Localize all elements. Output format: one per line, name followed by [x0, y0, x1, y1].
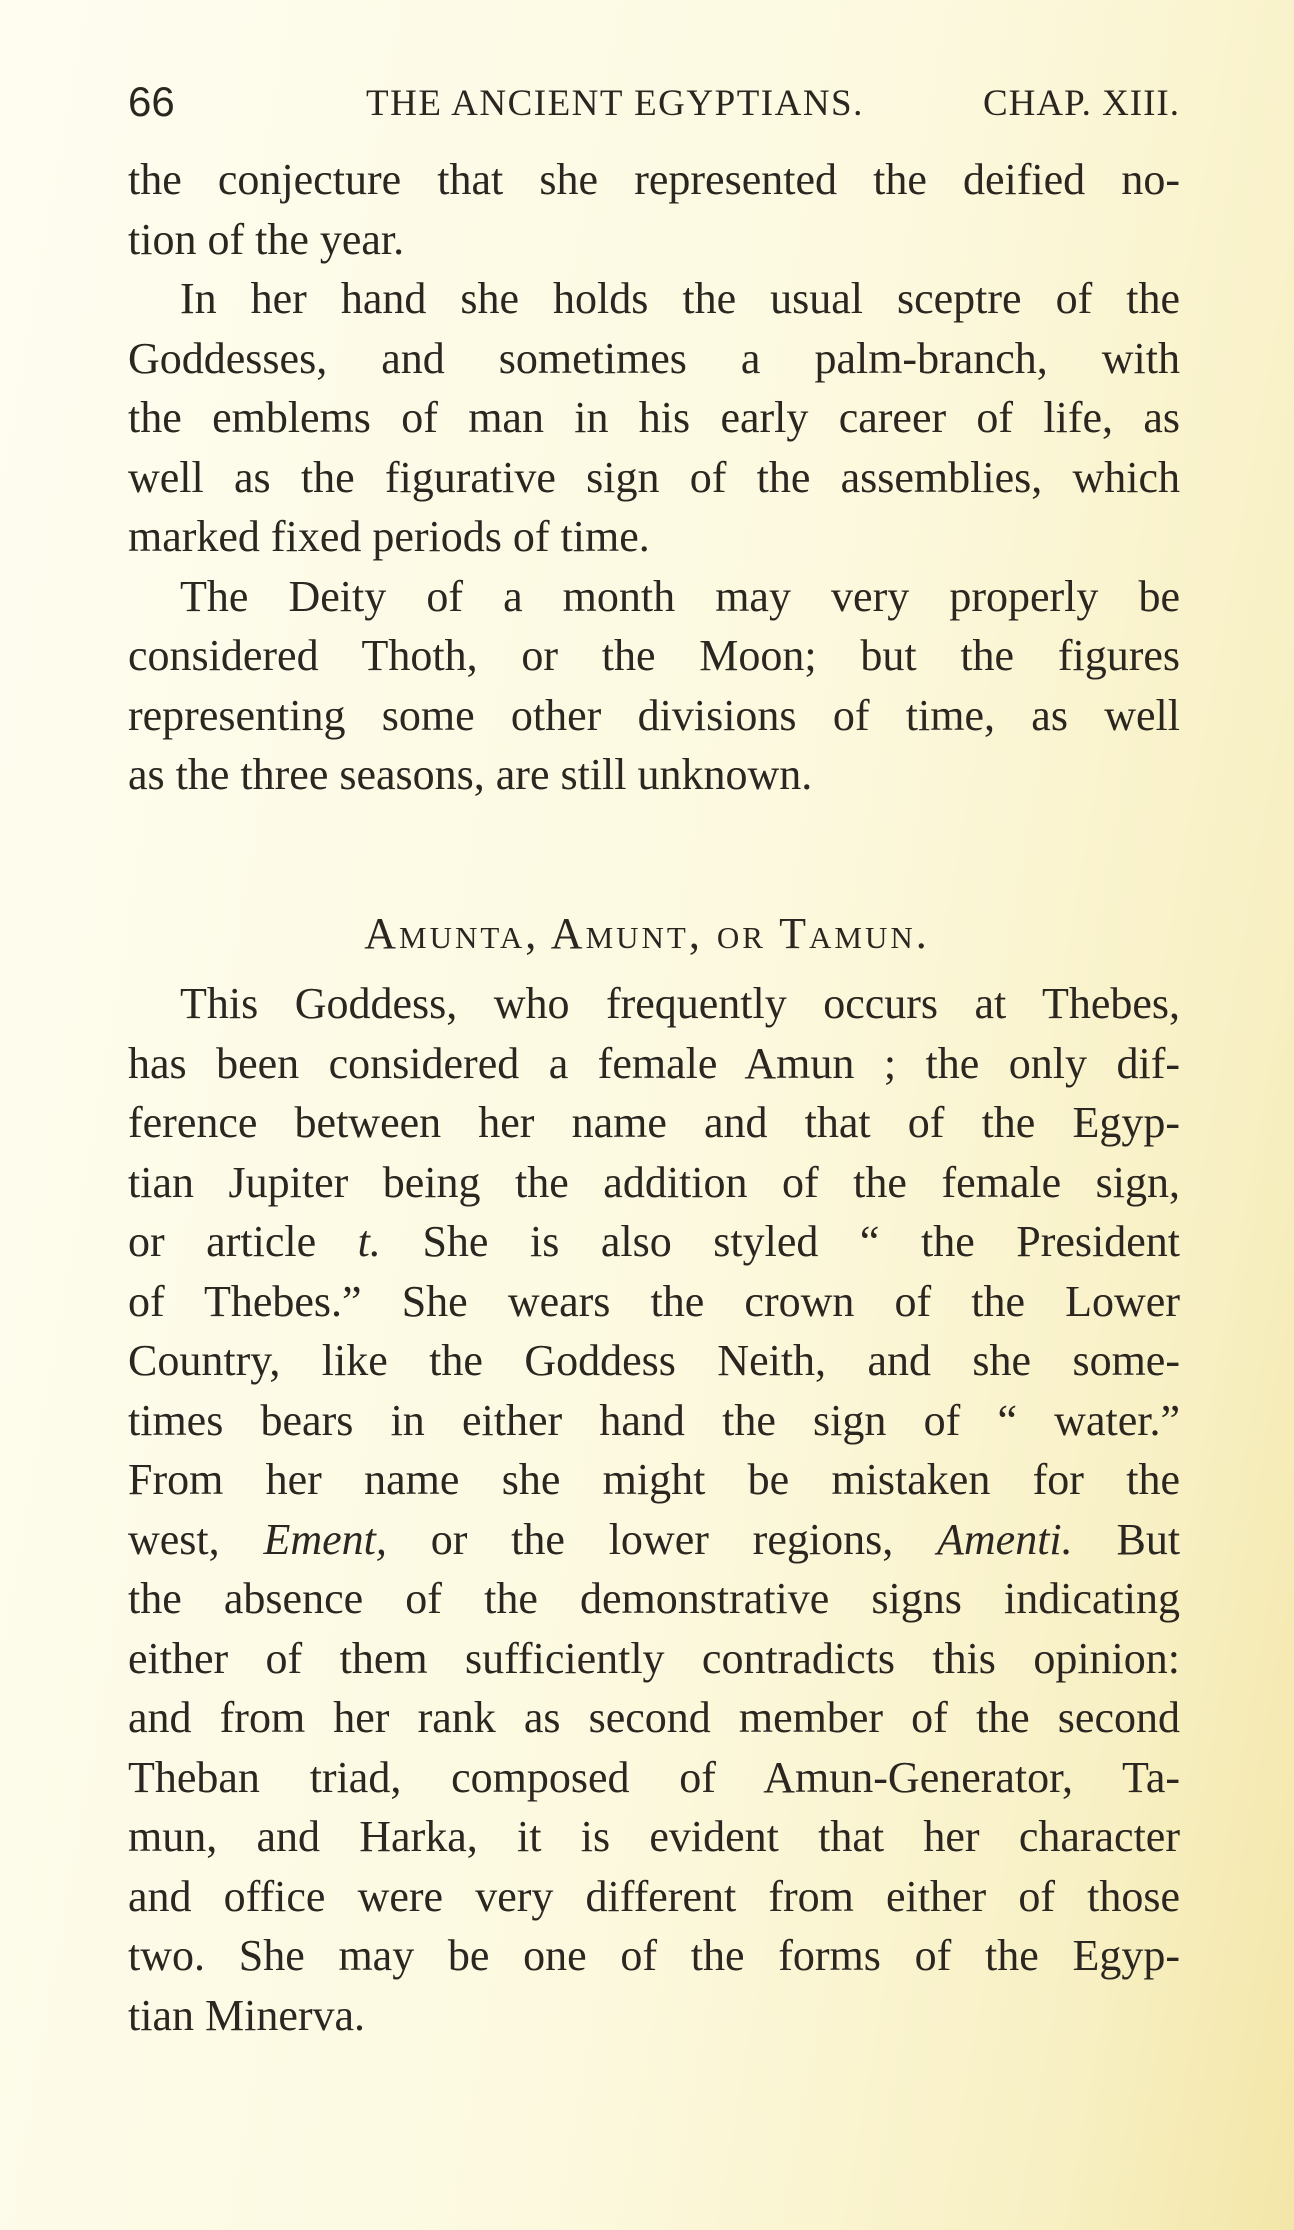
text-fragment: west, — [128, 1514, 220, 1564]
text-line: representing some other divisions of time, as well — [128, 690, 1180, 740]
paragraph-block-continuation — [128, 150, 1180, 805]
text-line: Country, like the Goddess Neith, and she some- — [128, 1336, 1180, 1385]
text-line: well as the figurative sign of the assemblies, which — [128, 452, 1180, 502]
italic-article-letter: t. — [357, 1217, 381, 1266]
text-line: tion of the year. — [128, 214, 405, 264]
text-line: tian Jupiter being the addition of the female sign, — [128, 1157, 1180, 1207]
running-head — [128, 78, 1180, 128]
italic-word-amenti: Amenti. — [937, 1514, 1073, 1564]
text-line: mun, and Harka, it is evident that her character — [128, 1812, 1180, 1861]
text-fragment: She is also styled “ the President — [422, 1217, 1181, 1266]
text-fragment: or article — [128, 1217, 317, 1266]
book-title: THE ANCIENT EGYPTIANS. — [366, 83, 864, 124]
text-line: as the three seasons, are still unknown. — [128, 750, 813, 799]
text-line: either of them sufficiently contradicts this opinion: — [128, 1633, 1180, 1683]
text-line: times bears in either hand the sign of “ water.” — [128, 1395, 1180, 1445]
text-line: the absence of the demonstrative signs indicating — [128, 1574, 1180, 1623]
text-line: From her name she might be mistaken for the — [128, 1455, 1180, 1504]
text-line: This Goddess, who frequently occurs at Thebes, — [180, 979, 1180, 1028]
text-line: ference between her name and that of the Egyp- — [128, 1098, 1180, 1147]
text-line: tian Minerva. — [128, 1990, 366, 2040]
chapter-label: CHAP. XIII. — [982, 83, 1180, 124]
text-line: and from her rank as second member of the second — [128, 1693, 1180, 1742]
text-line: has been considered a female Amun ; the only dif- — [128, 1038, 1180, 1088]
page-number: 66 — [128, 78, 175, 125]
text-line: and office were very different from either of those — [128, 1871, 1180, 1921]
text-line: the conjecture that she represented the deified no- — [128, 155, 1180, 204]
text-fragment: or the lower regions, — [430, 1514, 894, 1564]
text-line-mixed — [128, 1212, 1180, 1272]
text-line: two. She may be one of the forms of the Egyp- — [128, 1931, 1180, 1980]
text-line: In her hand she holds the usual sceptre of the — [180, 274, 1180, 323]
text-line: marked fixed periods of time. — [128, 512, 650, 561]
section-heading: Amunta, Amunt, or Tamun. — [364, 909, 930, 958]
text-line-mixed — [128, 1510, 1180, 1570]
text-line: Theban triad, composed of Amun-Generator, Ta- — [128, 1752, 1180, 1802]
text-line: considered Thoth, or the Moon; but the figures — [128, 631, 1180, 680]
italic-word-ement: Ement, — [263, 1514, 387, 1564]
text-line: of Thebes.” She wears the crown of the Lower — [128, 1276, 1180, 1326]
paragraph-block-amunta — [128, 974, 1180, 2045]
text-line: the emblems of man in his early career of life, as — [128, 393, 1180, 442]
text-line: Goddesses, and sometimes a palm-branch, with — [128, 333, 1180, 383]
text-line: The Deity of a month may very properly be — [180, 571, 1180, 621]
text-fragment: But — [1116, 1514, 1181, 1564]
